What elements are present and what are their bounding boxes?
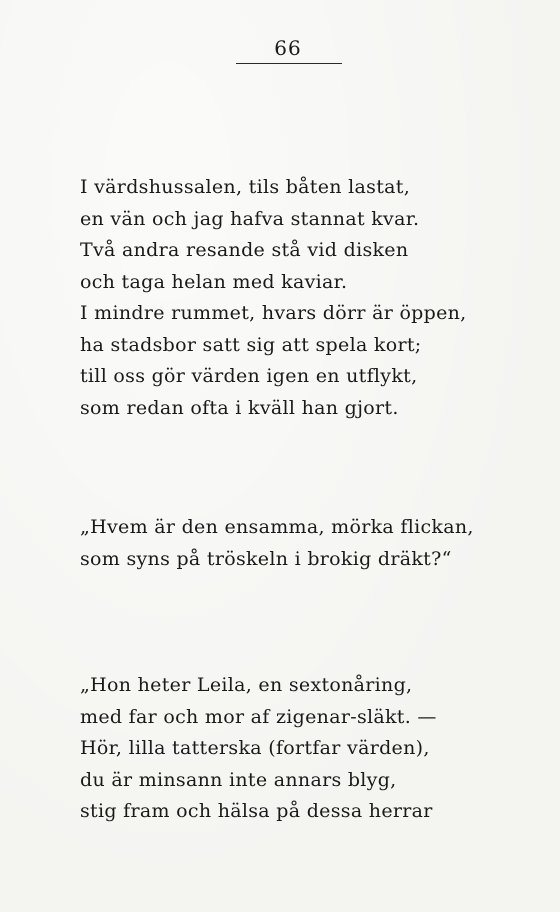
verse-line: du är minsann inte annars blyg, [80,768,397,791]
verse-line: I mindre rummet, hvars dörr är öppen, [80,302,467,324]
verse-line: I värdshussalen, tils båten lastat, [80,176,411,198]
verse-line: stig fram och hälsa på dessa herrar [80,800,433,822]
verse-line: Två andra resande stå vid disken [80,239,409,261]
verse-line: „Hon heter Leila, en sextonåring, [80,674,413,696]
verse-line: till oss gör värden igen en utflykt, [80,365,418,387]
page-header [0,36,560,60]
verse-line: som syns på tröskeln i brokig dräkt?“ [80,547,452,570]
verse-line: Hör, lilla tatterska (fortfar värden), [80,737,430,759]
verse-line: „Hvem är den ensamma, mörka flickan, [80,516,474,538]
header-rule [236,63,342,64]
verse-line: med far och mor af zigenar-släkt. — [80,705,437,728]
verse-line: och taga helan med kaviar. [80,270,348,293]
stanza-1 [80,172,520,424]
stanza-3 [80,670,520,828]
verse-line: ha stadsbor satt sig att spela kort; [80,333,422,356]
stanza-2 [80,512,520,575]
page-number: 66 [274,36,302,60]
verse-line: som redan ofta i kväll han gjort. [80,396,399,419]
verse-line: en vän och jag hafva stannat kvar. [80,207,420,230]
